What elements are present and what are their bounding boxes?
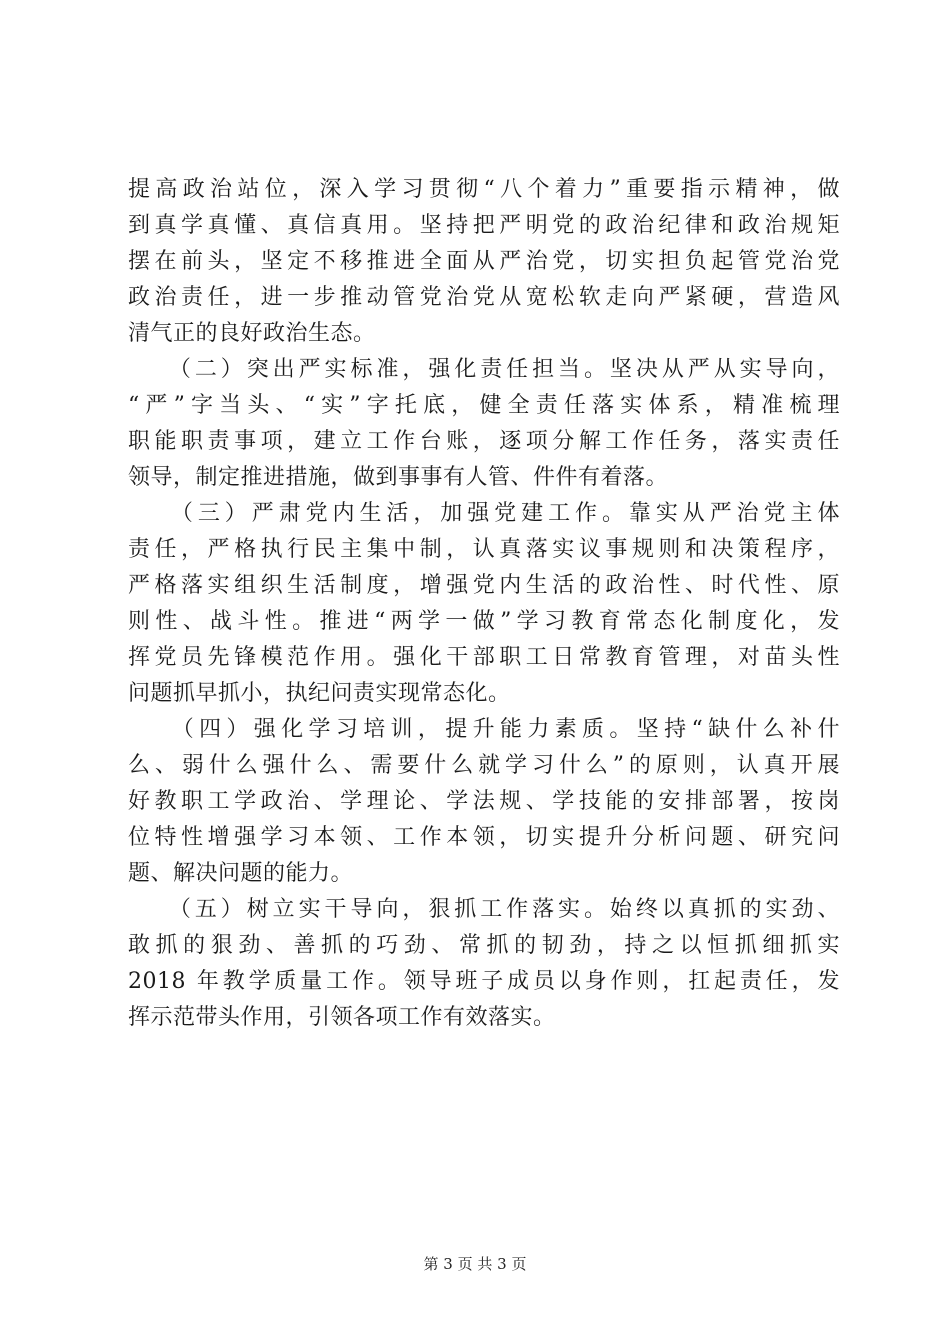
text-line: （四）强化学习培训，提升能力素质。坚持“缺什么补什 xyxy=(128,717,840,742)
text-line: 好教职工学政治、学理论、学法规、学技能的安排部署，按岗 xyxy=(128,789,840,814)
page-number-label: 第 3 页 共 3 页 xyxy=(423,1255,527,1273)
page-footer xyxy=(0,1254,950,1274)
text-line: 挥示范带头作用，引领各项工作有效落实。 xyxy=(128,1005,556,1030)
text-line: 2018 年教学质量工作。领导班子成员以身作则，扛起责任，发 xyxy=(128,969,840,994)
text-line: 位特性增强学习本领、工作本领，切实提升分析问题、研究问 xyxy=(128,825,840,850)
text-line: （五）树立实干导向，狠抓工作落实。始终以真抓的实劲、 xyxy=(128,897,840,922)
text-line: 题、解决问题的能力。 xyxy=(128,861,354,886)
text-line: 政治责任，进一步推动管党治党从宽松软走向严紧硬，营造风 xyxy=(128,285,840,310)
text-line: 则性、战斗性。推进“两学一做”学习教育常态化制度化，发 xyxy=(128,609,840,634)
text-line: 领导，制定推进措施，做到事事有人管、件件有着落。 xyxy=(128,465,669,490)
text-line: 提高政治站位，深入学习贯彻“八个着力”重要指示精神，做 xyxy=(128,177,840,202)
text-line: 问题抓早抓小，执纪问责实现常态化。 xyxy=(128,681,511,706)
text-line: 责任，严格执行民主集中制，认真落实议事规则和决策程序， xyxy=(128,537,840,562)
text-line: 么、弱什么强什么、需要什么就学习什么”的原则，认真开展 xyxy=(128,753,840,778)
text-line: 到真学真懂、真信真用。坚持把严明党的政治纪律和政治规矩 xyxy=(128,213,840,238)
document-body xyxy=(128,172,840,1036)
text-line: （三）严肃党内生活，加强党建工作。靠实从严治党主体 xyxy=(128,501,840,526)
text-line: 挥党员先锋模范作用。强化干部职工日常教育管理，对苗头性 xyxy=(128,645,840,670)
text-line: （二）突出严实标准，强化责任担当。坚决从严从实导向， xyxy=(128,357,840,382)
text-line: “严”字当头、“实”字托底，健全责任落实体系，精准梳理 xyxy=(128,393,840,418)
text-line: 职能职责事项，建立工作台账，逐项分解工作任务，落实责任 xyxy=(128,429,840,454)
text-line: 严格落实组织生活制度，增强党内生活的政治性、时代性、原 xyxy=(128,573,840,598)
text-line: 摆在前头，坚定不移推进全面从严治党，切实担负起管党治党 xyxy=(128,249,840,274)
text-line: 清气正的良好政治生态。 xyxy=(128,321,376,346)
text-line: 敢抓的狠劲、善抓的巧劲、常抓的韧劲，持之以恒抓细抓实 xyxy=(128,933,840,958)
